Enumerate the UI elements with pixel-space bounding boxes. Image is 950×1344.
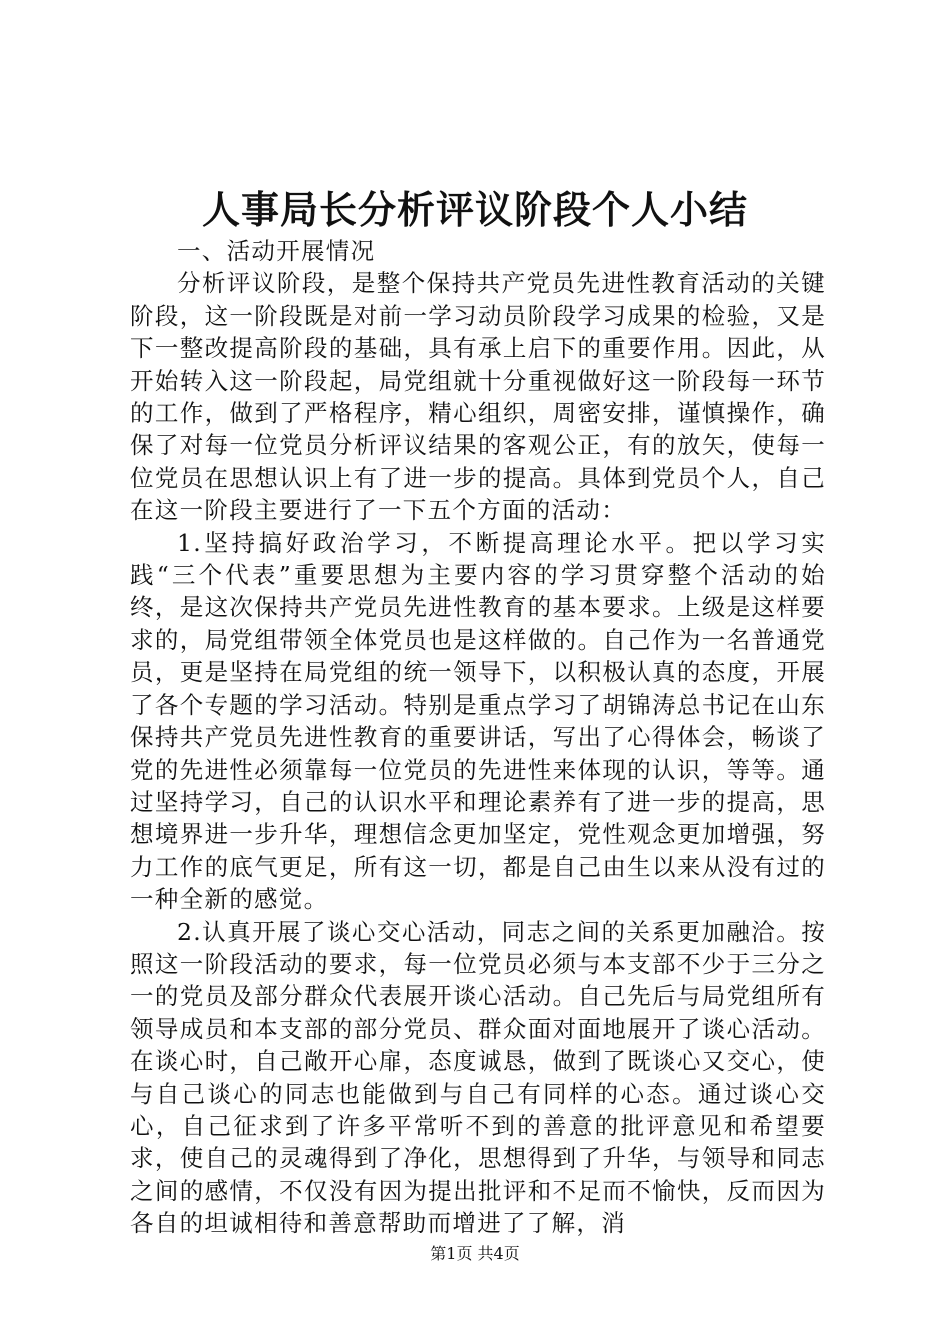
page-number-footer: 第1页 共4页 xyxy=(430,1244,520,1263)
document-title: 人事局长分析评议阶段个人小结 xyxy=(201,187,748,232)
body-paragraph: 分析评议阶段，是整个保持共产党员先进性教育活动的关键阶段，这一阶段既是对前一学习动员阶段学习成果的检验，又是下一整改提高阶段的基础，具有承上启下的重要作用。因此，从开始转入这一阶段起，局党组就十分重视做好这一阶段每一环节的工作，做到了严格程序，精心组织，周密安排，谨慎操作，确保了对每一位党员分析评议结果的客观公正，有的放矢，使每一位党员在思想认识上有了进一步的提高。具体到党员个人，自己在这一阶段主要进行了一下五个方面的活动： xyxy=(130,269,826,525)
body-paragraph: 2.认真开展了谈心交心活动，同志之间的关系更加融洽。按照这一阶段活动的要求，每一位党员必须与本支部不少于三分之一的党员及部分群众代表展开谈心活动。自己先后与局党组所有领导成员和本支部的部分党员、群众面对面地展开了谈心活动。在谈心时，自己敞开心扉，态度诚恳，做到了既谈心又交心，使与自己谈心的同志也能做到与自己有同样的心态。通过谈心交心，自己征求到了许多平常听不到的善意的批评意见和希望要求，使自己的灵魂得到了净化，思想得到了升华，与领导和同志之间的感情，不仅没有因为提出批评和不足而不愉快，反而因为各自的坦诚相待和善意帮助而增进了了解，消 xyxy=(130,917,826,1238)
document-body xyxy=(130,235,826,1240)
body-paragraph: 1.坚持搞好政治学习，不断提高理论水平。把以学习实践“三个代表”重要思想为主要内容的学习贯穿整个活动的始终，是这次保持共产党员先进性教育的基本要求。上级是这样要求的，局党组带领全体党员也是这样做的。自己作为一名普通党员，更是坚持在局党组的统一领导下，以积极认真的态度，开展了各个专题的学习活动。特别是重点学习了胡锦涛总书记在山东保持共产党员先进性教育的重要讲话，写出了心得体会，畅谈了党的先进性必须靠每一位党员的先进性来体现的认识，等等。通过坚持学习，自己的认识水平和理论素养有了进一步的提高，思想境界进一步升华，理想信念更加坚定，党性观念更加增强，努力工作的底气更足，所有这一切，都是自己由生以来从没有过的一种全新的感觉。 xyxy=(130,528,826,914)
section-heading: 一、活动开展情况 xyxy=(177,237,376,265)
